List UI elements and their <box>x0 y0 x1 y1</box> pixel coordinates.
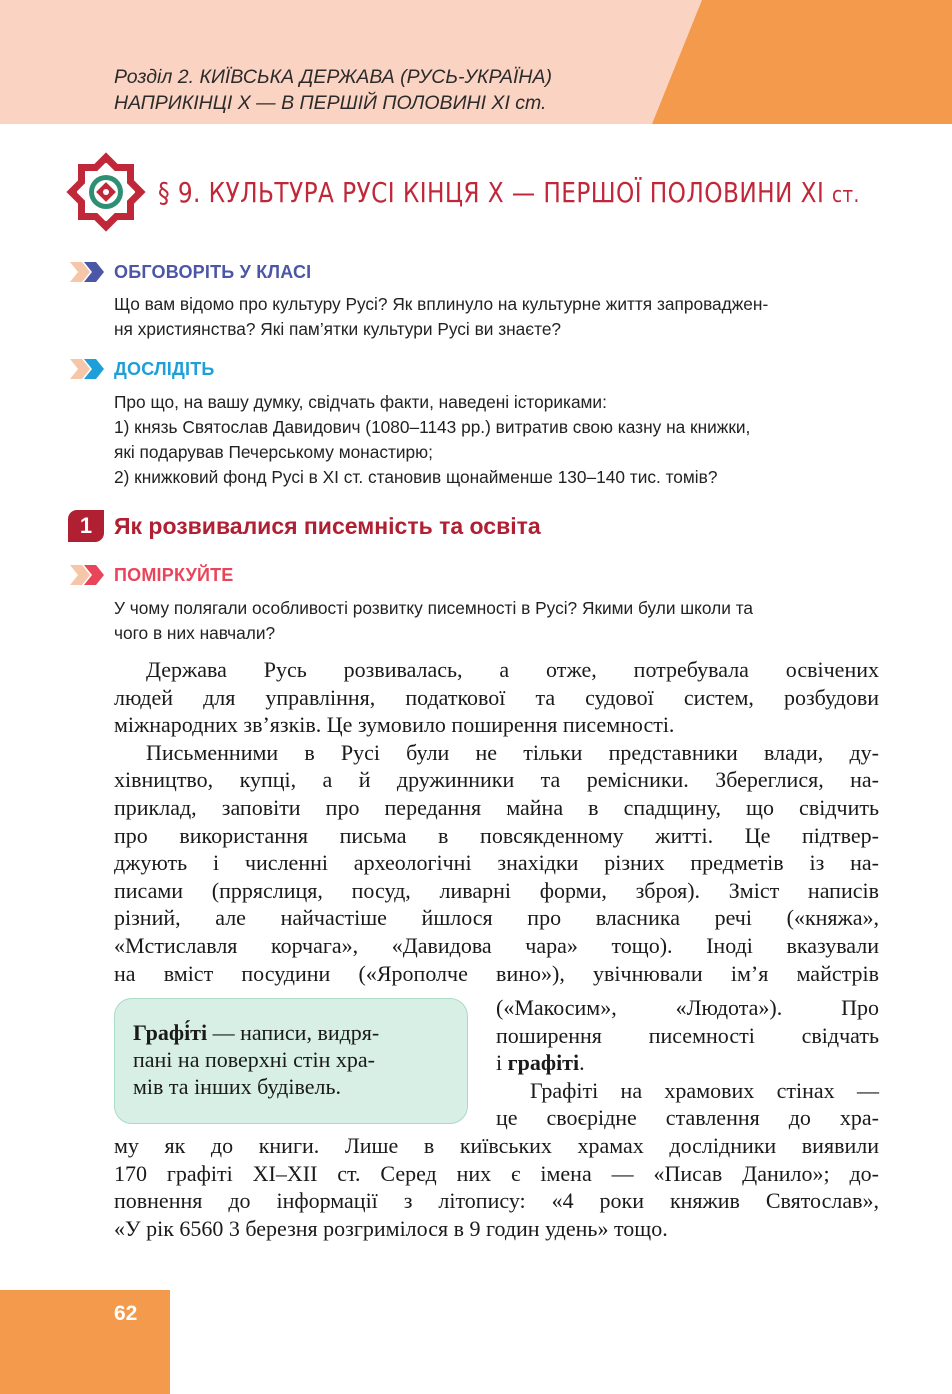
definition-line: пані на поверхні стін хра- <box>133 1047 375 1072</box>
main-text-lower <box>114 1132 879 1242</box>
chapter-title-main: § 9. КУЛЬТУРА РУСІ КІНЦЯ X — ПЕРШОЇ ПОЛОВИНИ XI <box>158 176 825 209</box>
discuss-line: Що вам відомо про культуру Русі? Як вплинуло на культурне життя запроваджен- <box>114 294 769 314</box>
section-number-badge: 1 <box>68 510 104 542</box>
paragraph-line: писами (прряслиця, посуд, ливарні форми, зброя). Зміст написів <box>114 877 879 903</box>
double-chevron-icon <box>70 262 106 282</box>
research-line: 1) князь Святослав Давидович (1080–1143 рр.) витратив свою казну на книжки, <box>114 417 751 437</box>
paragraph-line: приклад, заповіти про передання майна в спадщину, що свідчить <box>114 794 879 820</box>
research-label <box>70 358 215 380</box>
chapter-title-suffix: ст. <box>832 183 860 208</box>
research-label-text: ДОСЛІДІТЬ <box>114 358 215 379</box>
side-text-dot: . <box>579 1050 585 1076</box>
chapter-running-header <box>114 64 552 116</box>
paragraph-line: поширення писемності свідчать <box>496 1022 879 1048</box>
paragraph-line: «Мстиславля корчага», «Давидова чара» тощо). Іноді вказували <box>114 932 879 958</box>
paragraph-line: Письменними в Русі були не тільки представники влади, ду- <box>146 739 879 765</box>
paragraph-line: людей для управління, податкової та судової систем, розбудови <box>114 684 879 710</box>
side-text-lead: і <box>496 1050 508 1076</box>
think-label <box>70 564 234 586</box>
definition-text <box>133 1019 379 1100</box>
definition-rest: — написи, видря- <box>207 1020 380 1045</box>
paragraph-line: джують і численні археологічні знахідки різних предметів із на- <box>114 850 879 876</box>
chapter-title <box>158 176 860 209</box>
research-question <box>114 390 890 490</box>
discuss-label-text: ОБГОВОРІТЬ У КЛАСІ <box>114 261 312 282</box>
paragraph-line: хівництво, купці, а й дружинники та ремісники. Збереглися, на- <box>114 767 879 793</box>
think-line: чого в них навчали? <box>114 623 276 643</box>
section-title: Як розвивалися писемність та освіта <box>114 512 541 539</box>
paragraph-line: міжнародних зв’язків. Це зумовило поширення писемності. <box>114 712 675 738</box>
paragraph-line <box>496 1049 879 1077</box>
paragraph-line: Графіті на храмових стінах — <box>530 1077 879 1103</box>
main-text-side <box>496 994 879 1132</box>
paragraph-line: повнення до інформації з літопису: «4 роки княжив Святослав», <box>114 1188 879 1214</box>
ornament-emblem-icon <box>66 152 146 232</box>
paragraph-line: 170 графіті XI–XII ст. Серед них є імена — «Писав Данило»; до- <box>114 1160 879 1186</box>
main-text-upper <box>114 656 879 987</box>
running-header-line-1: Розділ 2. КИЇВСЬКА ДЕРЖАВА (РУСЬ-УКРАЇНА) <box>114 66 552 88</box>
research-line: 2) книжковий фонд Русі в XI ст. становив щонайменше 130–140 тис. томів? <box>114 467 718 487</box>
paragraph-line: Держава Русь розвивалась, а отже, потребувала освічених <box>146 657 879 682</box>
definition-line <box>133 1019 379 1046</box>
double-chevron-icon <box>70 565 106 585</box>
definition-box <box>114 998 468 1124</box>
section-heading <box>68 510 541 542</box>
page-number: 62 <box>114 1302 138 1325</box>
paragraph-line: різний, але найчастіше йшлося про власника речі («княжа», <box>114 905 879 931</box>
running-header-line-2: НАПРИКІНЦІ X — В ПЕРШІЙ ПОЛОВИНІ XI ст. <box>114 92 547 114</box>
definition-term: Графі́ті <box>133 1020 208 1045</box>
paragraph-line: про використання письма в повсякденному житті. Це підтвер- <box>114 822 879 848</box>
research-line: Про що, на вашу думку, свідчать факти, наведені істориками: <box>114 392 607 412</box>
think-label-text: ПОМІРКУЙТЕ <box>114 564 234 585</box>
discuss-question <box>114 292 890 342</box>
think-line: У чому полягали особливості розвитку писемності в Русі? Якими були школи та <box>114 598 754 618</box>
paragraph-line: «У рік 6560 3 березня розгримілося в 9 годин удень» тощо. <box>114 1215 668 1241</box>
discuss-line: ня християнства? Які пам’ятки культури Русі ви знаєте? <box>114 319 562 339</box>
definition-line: мів та інших будівель. <box>133 1074 341 1099</box>
paragraph-line: на вміст посудини («Ярополче вино»), увічнювали ім’я майстрів <box>114 960 879 986</box>
paragraph-line: це своєрідне ставлення до хра- <box>496 1105 879 1131</box>
footer-accent <box>0 1290 170 1394</box>
think-question <box>114 596 890 646</box>
research-line: які подарував Печерському монастирю; <box>114 442 433 462</box>
graffiti-term: графіті <box>507 1050 580 1076</box>
paragraph-line: му як до книги. Лише в київських храмах дослідники виявили <box>114 1133 879 1158</box>
double-chevron-icon <box>70 359 106 379</box>
discuss-label <box>70 261 311 283</box>
paragraph-line: («Макосим», «Людота»). Про <box>496 995 879 1020</box>
